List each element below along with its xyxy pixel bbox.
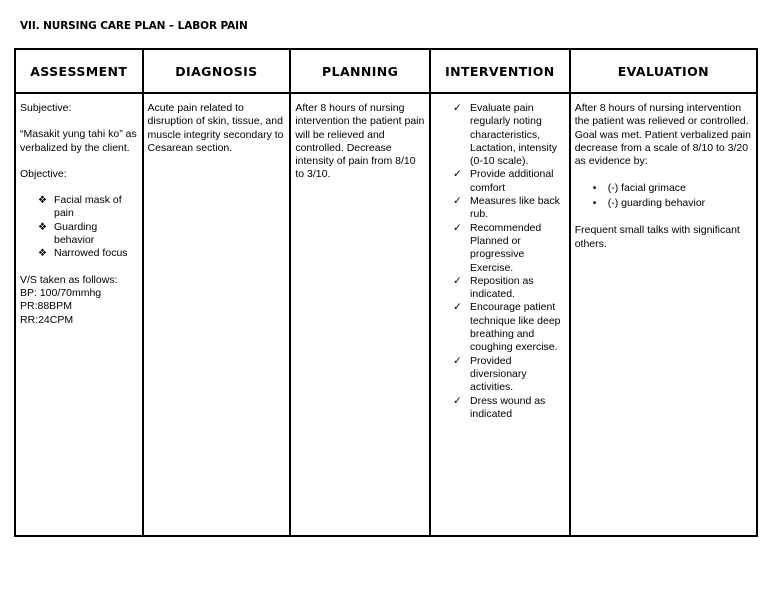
diamond-bullet-icon: ❖ (38, 221, 47, 233)
list-item (435, 168, 566, 195)
checkmark-icon: ✓ (453, 301, 462, 314)
list-item (435, 275, 566, 302)
objective-item: Guarding behavior (54, 220, 98, 247)
evaluation-closing: Frequent small talks with significant others. (574, 224, 740, 250)
checkmark-icon: ✓ (453, 221, 462, 234)
header-intervention: INTERVENTION (430, 49, 570, 93)
evaluation-item: (-) guarding behavior (607, 197, 706, 210)
diamond-bullet-icon: ❖ (38, 195, 47, 207)
list-item (575, 181, 753, 196)
list-item (575, 196, 753, 211)
list-item (435, 395, 566, 422)
document-title: VII. NURSING CARE PLAN – LABOR PAIN (20, 20, 248, 32)
checkmark-icon: ✓ (453, 274, 462, 287)
vital-rr: RR:24CPM (20, 313, 74, 326)
list-item (20, 194, 139, 221)
evaluation-item: (-) facial grimace (607, 182, 686, 195)
checkmark-icon: ✓ (453, 195, 462, 208)
objective-item: Narrowed focus (54, 247, 128, 260)
evaluation-list (575, 181, 753, 211)
intervention-item: Dress wound as indicated (470, 394, 546, 420)
objective-label: Objective: (20, 167, 67, 180)
evaluation-cell (570, 93, 757, 536)
planning-cell (290, 93, 430, 536)
assessment-cell (15, 93, 143, 536)
intervention-item: Provide additional comfort (470, 168, 554, 194)
header-diagnosis: DIAGNOSIS (143, 49, 291, 93)
list-item (435, 301, 566, 354)
checkmark-icon: ✓ (453, 102, 462, 114)
list-item (20, 247, 139, 260)
list-item (435, 222, 566, 275)
objective-list (20, 194, 139, 260)
header-row (15, 49, 757, 93)
diamond-bullet-icon: ❖ (38, 248, 47, 260)
intervention-item: Measures like back rub. (470, 195, 560, 221)
scale-note: (0-10 scale). (470, 155, 529, 168)
content-row (15, 93, 757, 536)
intervention-item: Encourage patient technique like deep breathing and coughing exercise. (470, 301, 561, 354)
list-item (435, 102, 566, 168)
intervention-item: Evaluate pain regularly noting characteristics, Lactation, intensity (470, 102, 557, 154)
bullet-icon: • (592, 182, 597, 195)
header-planning: PLANNING (290, 49, 430, 93)
subjective-label: Subjective: (20, 102, 72, 114)
evaluation-text: After 8 hours of nursing intervention the patient was relieved or controlled. Goal was met. Patient verbalized pain decrease from a scale of 8/10 to 3/20 as evidence by: (574, 102, 751, 168)
diagnosis-cell (143, 93, 291, 536)
intervention-item: Provided diversionary activities. (470, 354, 527, 394)
header-assessment: ASSESSMENT (15, 49, 143, 93)
checkmark-icon: ✓ (453, 168, 462, 181)
list-item (20, 221, 139, 248)
vital-pr: PR:88BPM (20, 300, 72, 313)
care-plan-table (14, 48, 758, 537)
objective-item: Facial mask of pain (54, 194, 122, 220)
header-evaluation: EVALUATION (570, 49, 757, 93)
subjective-quote: “Masakit yung tahi ko” as verbalized by the client. (20, 128, 137, 154)
vital-bp: BP: 100/70mmhg (20, 286, 102, 299)
vital-signs-label: V/S taken as follows: (20, 273, 118, 286)
list-item (435, 195, 566, 222)
diagnosis-text: Acute pain related to disruption of skin, tissue, and muscle integrity secondary to Cesarean section. (147, 102, 284, 154)
bullet-icon: • (592, 197, 597, 210)
list-item (435, 355, 566, 395)
checkmark-icon: ✓ (453, 354, 462, 367)
intervention-cell (430, 93, 570, 536)
intervention-item: Reposition as indicated. (470, 274, 534, 301)
intervention-item: Recommended Planned or progressive Exercise. (470, 221, 542, 274)
intervention-list (435, 102, 566, 421)
checkmark-icon: ✓ (453, 394, 462, 407)
planning-text: After 8 hours of nursing intervention the patient pain will be relieved and controlled. Decrease intensity of pain from 8/10 to 3/10. (295, 102, 425, 181)
